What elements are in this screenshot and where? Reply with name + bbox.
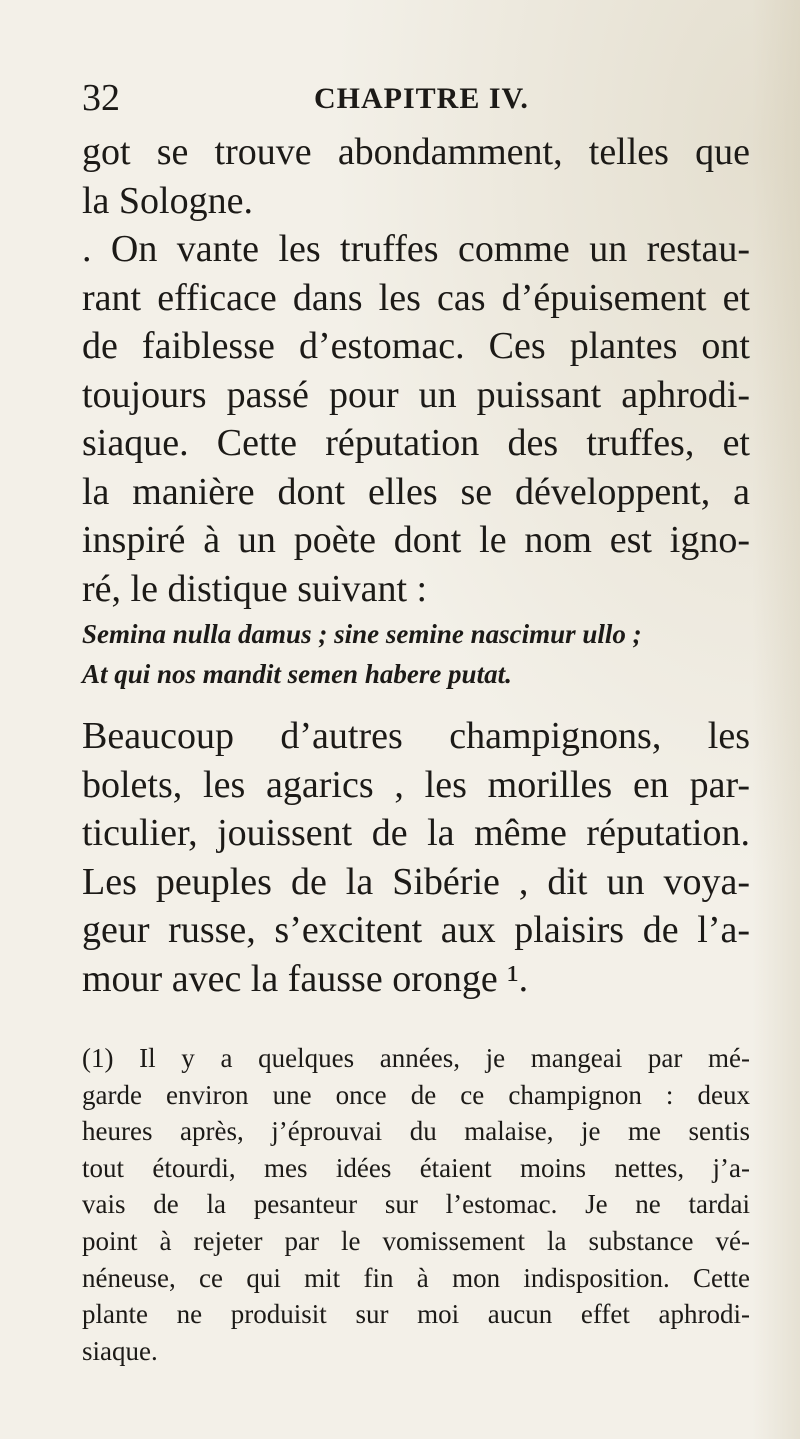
page-header — [82, 78, 742, 118]
verse-line-2: At qui nos mandit semen habere putat. — [82, 659, 512, 689]
text-line: inspiré à un poète dont le nom est igno- — [82, 519, 750, 561]
text-line: toujours passé pour un puissant aphrodi- — [82, 373, 750, 416]
footnote-line: (1) Il y a quelques années, je mangeai par mé- — [82, 1043, 750, 1073]
footnote-line: siaque. — [82, 1335, 158, 1366]
text-line: la manière dont elles se développent, a — [82, 470, 750, 513]
text-line: got se trouve abondamment, telles que — [82, 131, 750, 173]
footnote-line: garde environ une once de ce champignon : deux — [82, 1079, 750, 1110]
footnote-line: plante ne produisit sur moi aucun effet aphrodi- — [82, 1299, 750, 1330]
text-line: . On vante les truffes comme un restau- — [82, 228, 750, 270]
text-line: ré, le distique suivant : — [82, 567, 428, 610]
text-line: siaque. Cette réputation des truffes, et — [82, 422, 750, 464]
text-line: ticulier, jouissent de la même réputation. — [82, 812, 750, 854]
footnote-line: vais de la pesanteur sur l’estomac. Je ne tardai — [82, 1189, 750, 1220]
footnote-line: tout étourdi, mes idées étaient moins nettes, j’a- — [82, 1152, 750, 1183]
text-line: mour avec la fausse oronge ¹. — [82, 957, 529, 1000]
running-head: CHAPITRE IV. — [314, 82, 529, 115]
page-number: 32 — [82, 77, 120, 119]
footnote-line: point à rejeter par le vomissement la substance vé- — [82, 1225, 750, 1256]
verse-line-1: Semina nulla damus ; sine semine nascimur ullo ; — [82, 619, 642, 649]
text-line: rant efficace dans les cas d’épuisement et — [82, 276, 750, 319]
text-line: bolets, les agarics , les morilles en par- — [82, 763, 750, 806]
text-line: geur russe, s’excitent aux plaisirs de l’a- — [82, 909, 750, 951]
text-line: de faiblesse d’estomac. Ces plantes ont — [82, 325, 750, 367]
main-text-block — [82, 128, 750, 613]
footnote — [82, 1040, 750, 1369]
text-line: Beaucoup d’autres champignons, les — [82, 715, 750, 757]
footnote-line: heures après, j’éprouvai du malaise, je me sentis — [82, 1116, 750, 1147]
text-line: la Sologne. — [82, 179, 253, 222]
text-line: Les peuples de la Sibérie , dit un voya- — [82, 860, 750, 903]
second-text-block — [82, 712, 750, 1003]
footnote-line: néneuse, ce qui mit fin à mon indisposition. Cette — [82, 1262, 750, 1293]
